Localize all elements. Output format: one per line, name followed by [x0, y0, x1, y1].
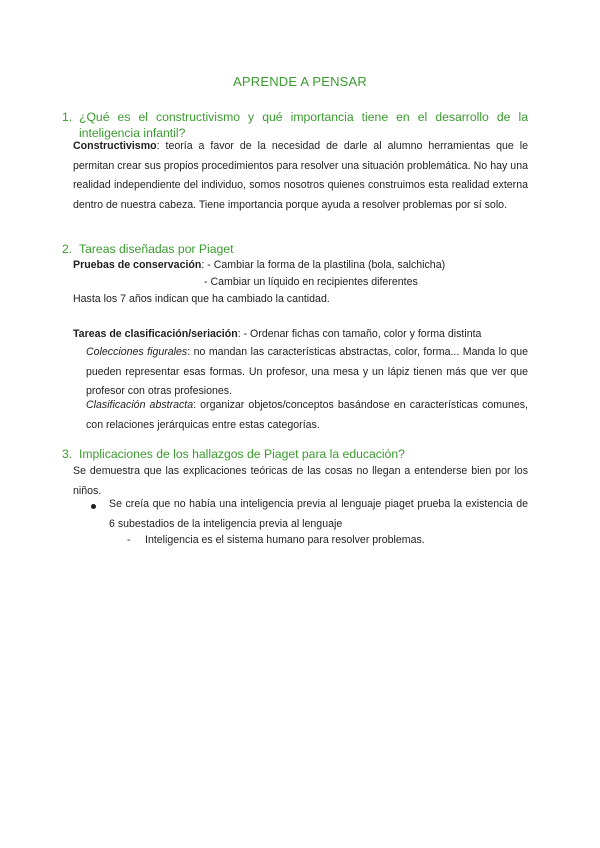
abstract-body: : organizar objetos/conceptos basándose en características comunes, con relaciones jerárquicas entre estas categorías.	[86, 399, 529, 431]
bullet-icon	[91, 504, 96, 509]
figural-body: : no mandan las características abstractas, color, forma... Manda lo que pueden representar esas formas. Un profesor, una mesa y un lápiz tienen más que ver que profesor con otras profesiones.	[86, 346, 528, 397]
conservation-item-1: : - Cambiar la forma de la plastilina (bola, salchicha)	[201, 259, 446, 271]
classification-item: : - Ordenar fichas con tamaño, color y forma distinta	[237, 328, 482, 340]
section-1-body	[73, 137, 528, 215]
section-3-title: Implicaciones de los hallazgos de Piaget para la educación?	[79, 447, 405, 461]
figural-collections	[86, 343, 528, 402]
section-2-title: Tareas diseñadas por Piaget	[79, 242, 234, 256]
abstract-classification	[86, 396, 528, 435]
constructivism-definition: : teoría a favor de la necesidad de darle al alumno herramientas que le permitan crear sus propios procedimientos para resolver una situación problemática. No hay una realidad independiente del individuo, somos nosotros quienes construimos esta realidad externa dentro de nuestra cabeza. Tiene importancia porque ayuda a resolver problemas por sí solo.	[73, 140, 528, 211]
section-3-body: Se demuestra que las explicaciones teóricas de las cosas no llegan a entenderse bien por los niños.	[73, 465, 528, 497]
classification-line	[73, 325, 528, 345]
conservation-item-2: - Cambiar un líquido en recipientes diferentes	[204, 276, 418, 288]
page-title: APRENDE A PENSAR	[233, 74, 367, 89]
abstract-term: Clasificación abstracta	[86, 399, 194, 411]
sub-item: Inteligencia es el sistema humano para resolver problemas.	[145, 534, 425, 546]
classification-term: Tareas de clasificación/seriación	[73, 328, 238, 340]
figural-term: Colecciones figurales	[86, 346, 188, 358]
constructivism-term: Constructivismo	[73, 140, 157, 152]
section-2-number: 2.	[62, 242, 73, 256]
dash-marker: -	[127, 534, 131, 546]
conservation-term: Pruebas de conservación	[73, 259, 202, 271]
section-1-title: ¿Qué es el constructivismo y qué importancia tiene en el desarrollo de la inteligencia infantil?	[79, 110, 528, 140]
bullet-item: Se creía que no había una inteligencia previa al lenguaje piaget prueba la existencia de 6 subestadios de la inteligencia previa al lenguaje	[109, 498, 528, 530]
section-1-number: 1.	[62, 110, 73, 124]
conservation-note: Hasta los 7 años indican que ha cambiado la cantidad.	[73, 293, 330, 305]
section-3-number: 3.	[62, 447, 73, 461]
